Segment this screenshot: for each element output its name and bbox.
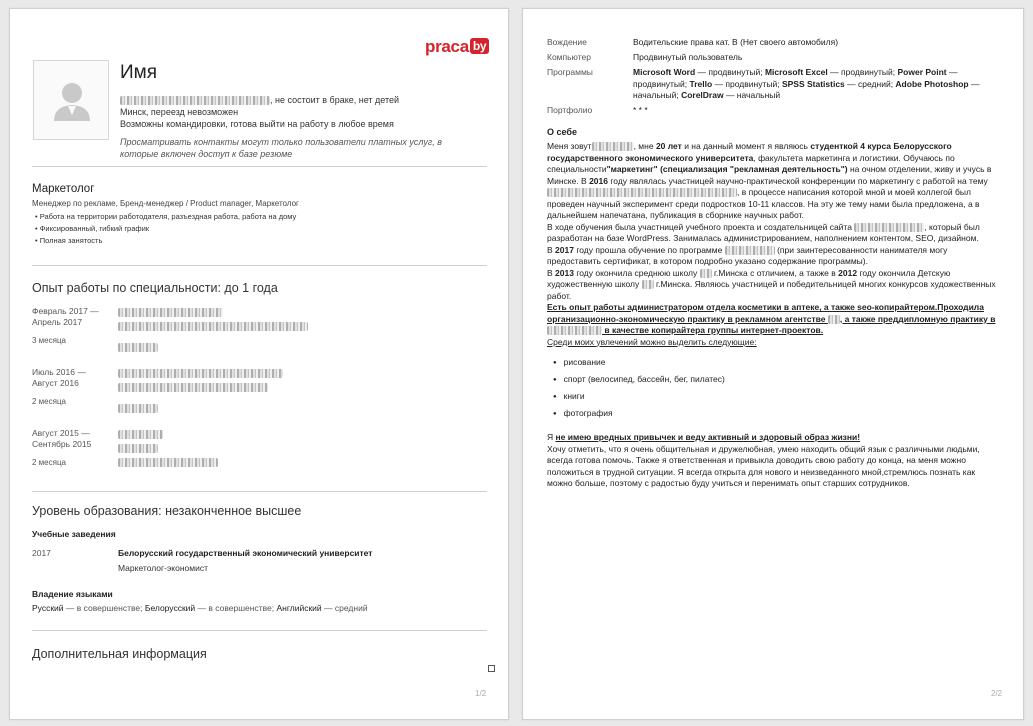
travel-readiness: Возможны командировки, готова выйти на работу в любое время bbox=[120, 119, 394, 129]
program-name: CorelDraw bbox=[681, 90, 724, 100]
redacted-text bbox=[828, 315, 840, 324]
text: в качестве копирайтера группы интернет-проектов. bbox=[602, 325, 824, 335]
job-details-redacted bbox=[118, 430, 218, 467]
job-dates bbox=[32, 428, 91, 468]
about-title: О себе bbox=[547, 127, 577, 137]
logo-text: praca bbox=[425, 37, 469, 56]
language-name: Русский bbox=[32, 603, 64, 613]
job-duration: 2 месяца bbox=[32, 397, 66, 406]
redacted-text bbox=[547, 326, 602, 335]
text: В bbox=[547, 244, 556, 255]
redacted-text bbox=[642, 280, 654, 289]
languages-label: Владение языками bbox=[32, 589, 113, 599]
text: , в процессе написания которой мной и моей коллегой был проведен научный эксперимент среди подростков 10-11 классов. На эту же тему нами была предложена, а в дальнейшем напечатана, публикация в сборнике научных работ. bbox=[547, 187, 980, 220]
redacted-text bbox=[118, 430, 163, 439]
about-paragraph bbox=[547, 432, 1002, 444]
job-details-redacted bbox=[118, 308, 308, 352]
programs-row bbox=[547, 67, 997, 105]
redacted-text bbox=[118, 369, 283, 378]
job-end: Апрель 2017 bbox=[32, 317, 83, 327]
age: 20 лет bbox=[655, 141, 682, 151]
redacted-text bbox=[118, 404, 158, 413]
portfolio-row bbox=[547, 105, 997, 120]
languages-list bbox=[32, 603, 487, 613]
program-level: — продвинутый; bbox=[695, 67, 765, 77]
about-section bbox=[547, 127, 1002, 490]
program-level: — продвинутый; bbox=[827, 67, 898, 77]
about-paragraph bbox=[547, 268, 1002, 303]
hobby-item: ● фотография bbox=[553, 408, 1002, 418]
text: В bbox=[547, 267, 556, 278]
text: , который был разработан на базе WordPress. Занималась администрированием, наполнением контентом, SEO, дизайном. bbox=[547, 221, 980, 243]
institution-entry bbox=[32, 548, 487, 586]
text: и на данный момент я являюсь bbox=[681, 141, 811, 151]
job-start: Февраль 2017 — bbox=[32, 306, 99, 316]
program-name: Adobe Photoshop bbox=[895, 78, 969, 89]
year: 2013 bbox=[555, 267, 574, 278]
row-value: Водительские права кат. B (Нет своего автомобиля) bbox=[633, 37, 839, 47]
text: году окончила среднюю школу bbox=[573, 267, 698, 278]
language-level: — в совершенстве; bbox=[195, 603, 277, 613]
text: Меня зовут bbox=[547, 141, 592, 151]
redacted-text bbox=[118, 308, 223, 317]
text: , а также преддипломную практику в bbox=[839, 313, 996, 324]
redacted-text bbox=[700, 269, 712, 278]
hobby-item: ● рисование bbox=[553, 357, 1002, 367]
language-name: Белорусский bbox=[144, 603, 196, 613]
language-level: — средний bbox=[321, 603, 368, 613]
candidate-name: Имя bbox=[120, 62, 158, 83]
graduation-year: 2017 bbox=[32, 548, 51, 558]
marital-status: , не состоит в браке, нет детей bbox=[270, 95, 400, 105]
job-dates bbox=[32, 306, 99, 346]
language-name: Английский bbox=[276, 603, 322, 613]
redacted-text bbox=[118, 343, 158, 352]
hobby-item: ● спорт (велосипед, бассейн, бег, пилатес) bbox=[553, 374, 1002, 384]
location: Минск, переезд невозможен bbox=[120, 107, 239, 117]
computer-row bbox=[547, 52, 997, 67]
job-details-redacted bbox=[118, 369, 283, 413]
education-title: Уровень образования: незаконченное высшее bbox=[32, 504, 302, 518]
redacted-text bbox=[592, 142, 634, 151]
redacted-text bbox=[120, 96, 270, 105]
logo-suffix: by bbox=[470, 38, 489, 54]
student-info: студенткой 4 курса Белорусского государственного экономического университета bbox=[547, 141, 952, 163]
text: на очном отделении, живу и учусь в Минске. В bbox=[547, 164, 992, 186]
praca-logo[interactable] bbox=[425, 37, 489, 57]
language-level: — в совершенстве; bbox=[63, 603, 145, 613]
row-value: Продвинутый пользователь bbox=[633, 52, 743, 62]
user-silhouette-icon bbox=[34, 61, 110, 141]
condition-item: • Полная занятость bbox=[35, 235, 487, 247]
profile-details bbox=[120, 94, 490, 160]
resume-page-2 bbox=[522, 8, 1024, 720]
about-paragraph bbox=[547, 302, 1002, 337]
contacts-notice: Просматривать контакты могут только пользователи платных услуг, в которые включен доступ к базе резюме bbox=[120, 137, 442, 159]
hobby-item: ● книги bbox=[553, 391, 1002, 401]
divider bbox=[32, 265, 487, 266]
program-name: Trello bbox=[689, 78, 713, 89]
info-table bbox=[547, 37, 997, 120]
text: г.Минска. Являюсь участницей и победительницей многих конкурсов художественных работ. bbox=[547, 279, 996, 301]
about-paragraph bbox=[547, 222, 1002, 245]
resume-page-1 bbox=[9, 8, 509, 720]
program-level: — продвинутый; bbox=[712, 78, 782, 89]
page-number: 2/2 bbox=[991, 689, 1003, 698]
program-level: — продвинутый; bbox=[633, 67, 958, 89]
redacted-text bbox=[547, 188, 737, 197]
row-label: Портфолио bbox=[547, 105, 593, 115]
job-end: Сентябрь 2015 bbox=[32, 439, 92, 449]
about-paragraph bbox=[547, 141, 1002, 222]
text: , мне bbox=[633, 141, 656, 151]
job-duration: 3 месяца bbox=[32, 336, 66, 345]
specialty: "маркетинг" (специализация "рекламная деятельность") bbox=[606, 164, 848, 174]
program-level: — начальный; bbox=[633, 78, 980, 100]
program-level: — средний; bbox=[844, 78, 896, 89]
row-value: * * * bbox=[633, 105, 648, 115]
position-section bbox=[32, 183, 487, 247]
programs-list bbox=[633, 67, 1001, 102]
position-title: Маркетолог bbox=[32, 183, 95, 195]
divider bbox=[32, 491, 487, 492]
marital-status-line bbox=[120, 94, 490, 106]
text: Есть опыт работы администратором отдела косметики в аптеке, а также seo-копирайтером.Проходила организационно-экономическую практику в рекламном агентстве bbox=[547, 302, 984, 324]
redacted-text bbox=[118, 444, 158, 453]
job-dates bbox=[32, 367, 86, 407]
year: 2017 bbox=[555, 244, 574, 255]
row-label: Программы bbox=[547, 67, 593, 77]
program-name: Power Point bbox=[897, 67, 947, 77]
experience-title: Опыт работы по специальности: до 1 года bbox=[32, 281, 278, 295]
job-start: Август 2015 — bbox=[32, 428, 90, 438]
text: , факультета маркетинга и логистики. Обучаюсь по специальности bbox=[547, 152, 955, 174]
redacted-text bbox=[854, 223, 924, 232]
profile-photo-placeholder bbox=[33, 60, 109, 140]
hobbies-list bbox=[553, 357, 1002, 418]
text: году окончила Детскую художественную школу bbox=[547, 267, 951, 289]
page-number: 1/2 bbox=[475, 689, 487, 698]
text: году являлась участницей научно-практической конференции по маркетингу с работой на тему bbox=[608, 175, 988, 186]
program-name: Microsoft Word bbox=[633, 67, 696, 77]
additional-info-title: Дополнительная информация bbox=[32, 647, 207, 661]
condition-item: • Фиксированный, гибкий график bbox=[35, 223, 487, 235]
text: году прошла обучение по программе bbox=[573, 244, 723, 255]
row-label: Компьютер bbox=[547, 52, 591, 62]
year: 2012 bbox=[838, 267, 858, 278]
healthy-lifestyle: не имею вредных привычек и веду активный и здоровый образ жизни! bbox=[555, 432, 861, 442]
program-level: — начальный bbox=[723, 90, 781, 100]
driving-row bbox=[547, 37, 997, 52]
text: Я bbox=[547, 432, 556, 442]
about-paragraph: Хочу отметить, что я очень общительная и дружелюбная, умею находить общий язык с различными людьми, всегда готова помочь. Также я ответственная и привыкла доводить свою работу до конца, на меня можно положиться в трудной ситуации. Я всегда открыта для нового и неизведанного мной,стремлюсь познать как можно больше, поэтому с радостью буду учиться и перенимать опыт старших сотрудников. bbox=[547, 443, 980, 488]
redacted-text bbox=[118, 458, 218, 467]
specializations: Менеджер по рекламе, Бренд-менеджер / Product manager, Маркетолог bbox=[32, 199, 299, 208]
program-name: SPSS Statistics bbox=[781, 78, 845, 89]
text: г.Минска с отличием, а также в bbox=[711, 267, 839, 278]
job-start: Июль 2016 — bbox=[32, 367, 86, 377]
condition-item: • Работа на территории работодателя, разъездная работа, работа на дому bbox=[35, 211, 487, 223]
text: (при заинтересованности нанимателя могу предоставить сертификат, в котором подробно указано содержание программы). bbox=[547, 244, 948, 266]
redacted-text bbox=[725, 246, 775, 255]
checkbox[interactable] bbox=[488, 665, 495, 672]
year: 2016 bbox=[589, 175, 608, 186]
hobbies-intro: Среди моих увлечений можно выделить следующие: bbox=[547, 336, 757, 347]
degree: Маркетолог-экономист bbox=[118, 563, 208, 573]
row-label: Вождение bbox=[547, 37, 587, 47]
text: В ходе обучения была участницей учебного проекта и создательницей сайта bbox=[547, 221, 852, 232]
redacted-text bbox=[118, 383, 268, 392]
education-section bbox=[32, 529, 487, 613]
institutions-label: Учебные заведения bbox=[32, 529, 116, 539]
program-name: Microsoft Excel bbox=[764, 67, 828, 77]
work-conditions-list bbox=[35, 211, 487, 247]
job-end: Август 2016 bbox=[32, 378, 79, 388]
job-duration: 2 месяца bbox=[32, 458, 66, 467]
about-paragraph bbox=[547, 245, 1002, 268]
redacted-text bbox=[118, 322, 308, 331]
university-name: Белорусский государственный экономический университет bbox=[118, 548, 373, 558]
divider bbox=[32, 166, 487, 167]
divider bbox=[32, 630, 487, 631]
